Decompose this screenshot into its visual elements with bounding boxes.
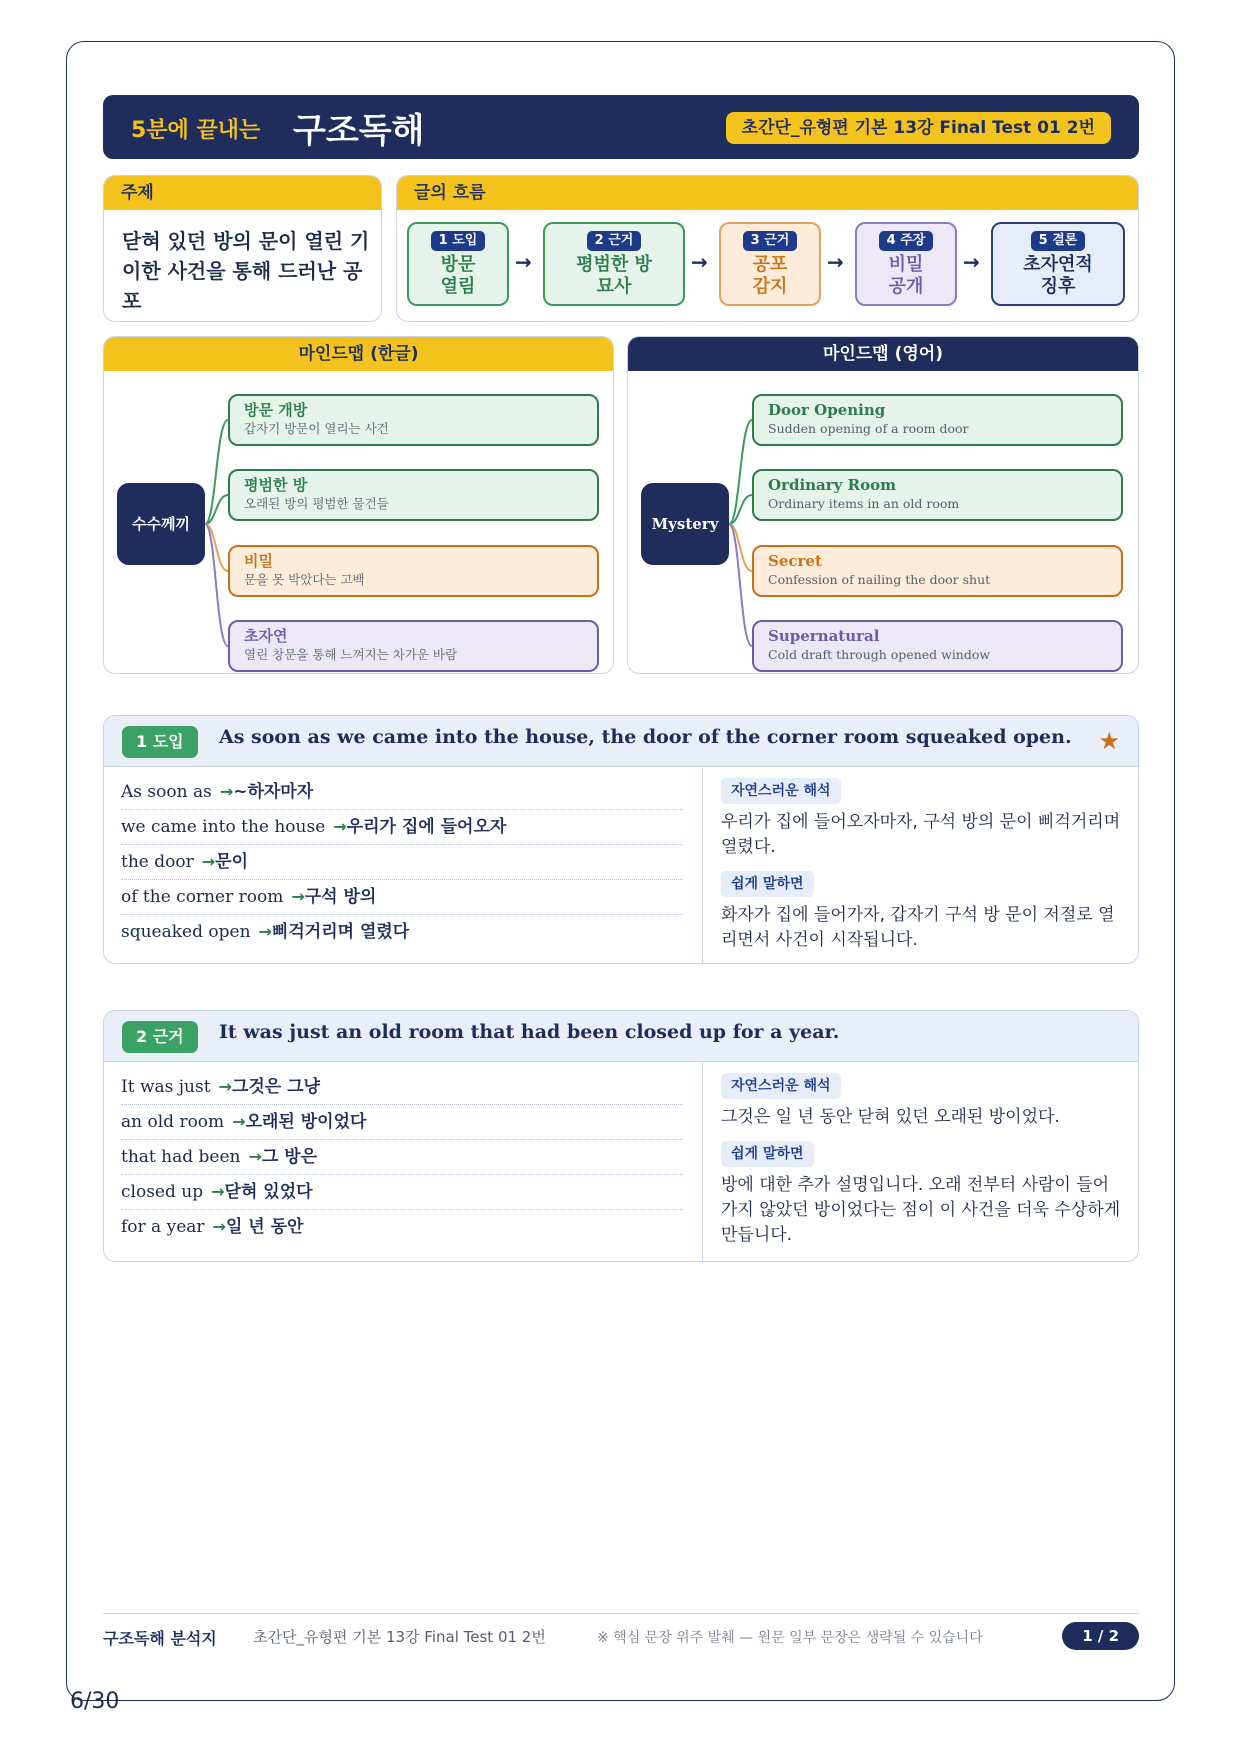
mindmap-node-title: 초자연 <box>244 627 288 645</box>
flow-step-badge: 4 주장 <box>879 231 934 251</box>
footer-divider <box>103 1613 1139 1614</box>
flow-arrow: → <box>827 250 844 274</box>
chunk-row <box>121 776 683 810</box>
chunk-list <box>104 1063 703 1261</box>
mindmap-node-title: 비밀 <box>244 552 273 570</box>
flow-step-claim <box>855 222 957 306</box>
flow-arrow: → <box>515 250 532 274</box>
chunk-row <box>121 811 683 845</box>
chunk-korean: 닫혀 있었다 <box>224 1182 313 1202</box>
chunk-korean: 그 방은 <box>261 1147 318 1167</box>
easy-explanation-label: 쉽게 말하면 <box>721 1141 814 1167</box>
sentence-header <box>104 1011 1138 1062</box>
flow-step-badge: 3 근거 <box>743 231 798 251</box>
arrow-icon: → <box>248 1147 262 1166</box>
arrow-icon: → <box>232 1112 246 1131</box>
flow-arrow: → <box>963 250 980 274</box>
sentence-tag: 2 근거 <box>122 1021 198 1053</box>
chunk-row <box>121 881 683 915</box>
mindmap-node-desc: Cold draft through opened window <box>768 647 991 662</box>
chunk-row <box>121 1176 683 1210</box>
mindmap-node-desc: 갑자기 방문이 열리는 사건 <box>244 421 389 436</box>
star-icon: ★ <box>1098 727 1120 755</box>
sentence-card <box>103 715 1139 964</box>
chunk-row <box>121 1106 683 1140</box>
title-banner <box>103 95 1139 159</box>
footer-lesson: 초간단_유형편 기본 13강 Final Test 01 2번 <box>253 1628 546 1646</box>
flow-step-label: 열림 <box>440 276 476 297</box>
mindmap-node <box>228 394 599 446</box>
arrow-icon: → <box>333 817 347 836</box>
chunk-english: that had been <box>121 1147 241 1167</box>
arrow-icon: → <box>211 1182 225 1201</box>
footer-title: 구조독해 분석지 <box>103 1629 217 1648</box>
flow-step-badge: 1 도입 <box>431 231 486 251</box>
chunk-korean: 일 년 동안 <box>225 1217 304 1237</box>
arrow-icon: → <box>219 782 234 801</box>
mindmap-node <box>752 545 1123 597</box>
chunk-korean: 구석 방의 <box>304 887 377 907</box>
flow-step-badge: 5 결론 <box>1031 231 1086 251</box>
sentence-english: As soon as we came into the house, the door of the corner room squeaked open. <box>219 726 1072 748</box>
mindmap-node-desc: Confession of nailing the door shut <box>768 572 991 587</box>
footer <box>103 1622 1139 1652</box>
natural-translation-label: 자연스러운 해석 <box>721 778 841 804</box>
flow-step-badge: 2 근거 <box>587 231 642 251</box>
flow-step-label: 공개 <box>888 276 924 297</box>
chunk-english: As soon as <box>121 782 212 802</box>
sentence-header <box>104 716 1138 767</box>
chunk-korean: 우리가 집에 들어오자 <box>346 817 507 837</box>
flow-step-label: 평범한 방 <box>576 254 652 275</box>
chunk-row <box>121 1211 683 1245</box>
mindmap-node-desc: Ordinary items in an old room <box>768 496 960 511</box>
mindmap-node <box>752 469 1123 521</box>
chunk-list <box>104 768 703 963</box>
mindmap-node-desc: Sudden opening of a room door <box>768 421 969 436</box>
flow-step-evidence-2 <box>719 222 821 306</box>
chunk-row <box>121 1071 683 1105</box>
arrow-icon: → <box>201 852 216 871</box>
chunk-english: the door <box>121 852 194 872</box>
chunk-korean: 삐걱거리며 열렸다 <box>271 922 410 942</box>
brand-title: 구조독해 <box>293 111 425 151</box>
arrow-icon: → <box>212 1217 226 1236</box>
mindmap-center-node: 수수께끼 <box>117 483 205 565</box>
footer-note: ※ 핵심 문장 위주 발췌 — 원문 일부 문장은 생략될 수 있습니다 <box>597 1630 983 1646</box>
chunk-korean: 문이 <box>215 852 248 872</box>
flow-step-label: 공포 <box>752 254 788 275</box>
lesson-badge: 초간단_유형편 기본 13강 Final Test 01 2번 <box>726 112 1111 144</box>
flow-step-evidence-1 <box>543 222 685 306</box>
interpretation-panel <box>704 1063 1138 1261</box>
chunk-english: closed up <box>121 1182 204 1202</box>
chunk-english: squeaked open <box>121 922 251 942</box>
flow-step-label: 비밀 <box>888 254 924 275</box>
mindmap-node-desc: 열린 창문을 통해 느껴지는 차가운 바람 <box>244 647 458 662</box>
flow-step-label: 묘사 <box>596 276 632 297</box>
easy-explanation-label: 쉽게 말하면 <box>721 871 814 897</box>
arrow-icon: → <box>291 887 305 906</box>
mindmap-node <box>228 469 599 521</box>
mindmap-node-title: 방문 개방 <box>244 401 308 419</box>
chunk-english: an old room <box>121 1112 225 1132</box>
brand-subtitle: 5분에 끝내는 <box>131 118 261 143</box>
sentence-tag: 1 도입 <box>122 726 198 758</box>
natural-translation: 우리가 집에 들어오자마자, 구석 방의 문이 삐걱거리며 열렸다. <box>721 812 1121 857</box>
chunk-korean: ~하자마자 <box>233 782 314 802</box>
flow-step-label: 초자연적 <box>1023 254 1093 275</box>
mindmap-center-node: Mystery <box>641 483 729 565</box>
mindmap-node <box>228 620 599 672</box>
natural-translation: 그것은 일 년 동안 닫혀 있던 오래된 방이었다. <box>721 1107 1060 1127</box>
mindmap-node <box>228 545 599 597</box>
flow-step-conclusion <box>991 222 1125 306</box>
chunk-row <box>121 916 683 950</box>
flow-arrow: → <box>691 250 708 274</box>
arrow-icon: → <box>258 922 272 941</box>
chunk-row <box>121 846 683 880</box>
topic-text: 닫혀 있던 방의 문이 열린 기이한 사건을 통해 드러난 공포 <box>122 229 370 313</box>
mindmap-node-desc: 오래된 방의 평범한 물건들 <box>244 496 389 511</box>
chunk-korean: 그것은 그냥 <box>231 1077 320 1097</box>
mindmap-english <box>627 336 1139 674</box>
topic-card <box>103 175 382 322</box>
flow-card <box>396 175 1139 322</box>
flow-step-label: 방문 <box>440 254 476 275</box>
mindmap-english-heading: 마인드맵 (영어) <box>628 337 1138 371</box>
natural-translation-label: 자연스러운 해석 <box>721 1073 841 1099</box>
sentence-english: It was just an old room that had been closed up for a year. <box>219 1021 840 1043</box>
easy-explanation: 방에 대한 추가 설명입니다. 오래 전부터 사람이 들어가지 않았던 방이었다는 점이 이 사건을 더욱 수상하게 만듭니다. <box>721 1175 1121 1245</box>
flow-step-label: 감지 <box>752 276 788 297</box>
mindmap-node-title: Supernatural <box>768 627 880 645</box>
interpretation-panel <box>704 768 1138 963</box>
mindmap-node-title: 평범한 방 <box>244 476 308 494</box>
flow-step-label: 징후 <box>1040 276 1076 297</box>
mindmap-node <box>752 394 1123 446</box>
chunk-english: It was just <box>121 1077 211 1097</box>
mindmap-node <box>752 620 1123 672</box>
mindmap-node-title: Secret <box>768 552 822 570</box>
chunk-korean: 오래된 방이었다 <box>245 1112 367 1132</box>
flow-heading: 글의 흐름 <box>397 176 1138 210</box>
mindmap-node-title: Door Opening <box>768 401 886 419</box>
flow-step-intro <box>407 222 509 306</box>
mindmap-korean <box>103 336 614 674</box>
chunk-row <box>121 1141 683 1175</box>
arrow-icon: → <box>218 1077 232 1096</box>
page-indicator: 1 / 2 <box>1062 1622 1139 1650</box>
topic-heading: 주제 <box>104 176 381 210</box>
mindmap-node-title: Ordinary Room <box>768 476 896 494</box>
chunk-english: we came into the house <box>121 817 326 837</box>
chunk-english: for a year <box>121 1217 205 1237</box>
page-count: 6/30 <box>70 1689 120 1714</box>
easy-explanation: 화자가 집에 들어가자, 갑자기 구석 방 문이 저절로 열리면서 사건이 시작됩니다. <box>721 905 1115 950</box>
mindmap-node-desc: 문을 못 박았다는 고백 <box>244 572 365 587</box>
sentence-card <box>103 1010 1139 1262</box>
mindmap-korean-heading: 마인드맵 (한글) <box>104 337 613 371</box>
chunk-english: of the corner room <box>121 887 284 907</box>
